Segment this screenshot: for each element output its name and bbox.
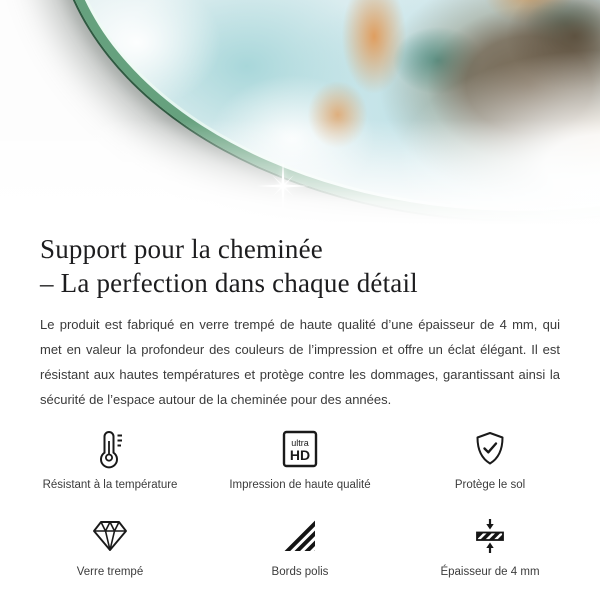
thermometer-icon (90, 428, 130, 470)
shield-check-icon (470, 428, 510, 470)
ultra-hd-icon (280, 428, 320, 470)
feature-label: Protège le sol (454, 479, 526, 491)
feature-high-quality-print (205, 428, 395, 491)
glass-panel-photo (55, 0, 600, 220)
feature-tempered-glass (15, 515, 205, 578)
hero-image (0, 0, 600, 230)
diamond-icon (90, 515, 130, 557)
polished-edges-icon (280, 515, 320, 557)
feature-label: Épaisseur de 4 mm (440, 566, 540, 578)
feature-thickness-4mm (395, 515, 585, 578)
page-title (40, 232, 560, 300)
ultra-hd-text-bottom: HD (289, 447, 311, 463)
title-line-2: – La perfection dans chaque détail (40, 268, 418, 298)
feature-label: Impression de haute qualité (229, 479, 371, 491)
feature-label: Bords polis (271, 566, 329, 578)
features-grid (15, 428, 585, 578)
title-line-1: Support pour la cheminée (40, 234, 323, 264)
sparkle-highlight (255, 158, 311, 214)
feature-temperature-resistant (15, 428, 205, 491)
thickness-icon (470, 515, 510, 557)
feature-label: Verre trempé (76, 566, 144, 578)
feature-polished-edges (205, 515, 395, 578)
feature-label: Résistant à la température (42, 479, 178, 491)
feature-floor-protection (395, 428, 585, 491)
product-description: Le produit est fabriqué en verre trempé de haute qualité d’une épaisseur de 4 mm, qui met en valeur la profondeur des couleurs de l’impression et offre un éclat élégant. Il est résistant aux hautes températures et protège contre les dommages, garantissant ainsi la sécurité de l’espace autour de la cheminée pour des années. (40, 317, 560, 407)
ultra-hd-text-top: ultra (291, 438, 309, 448)
